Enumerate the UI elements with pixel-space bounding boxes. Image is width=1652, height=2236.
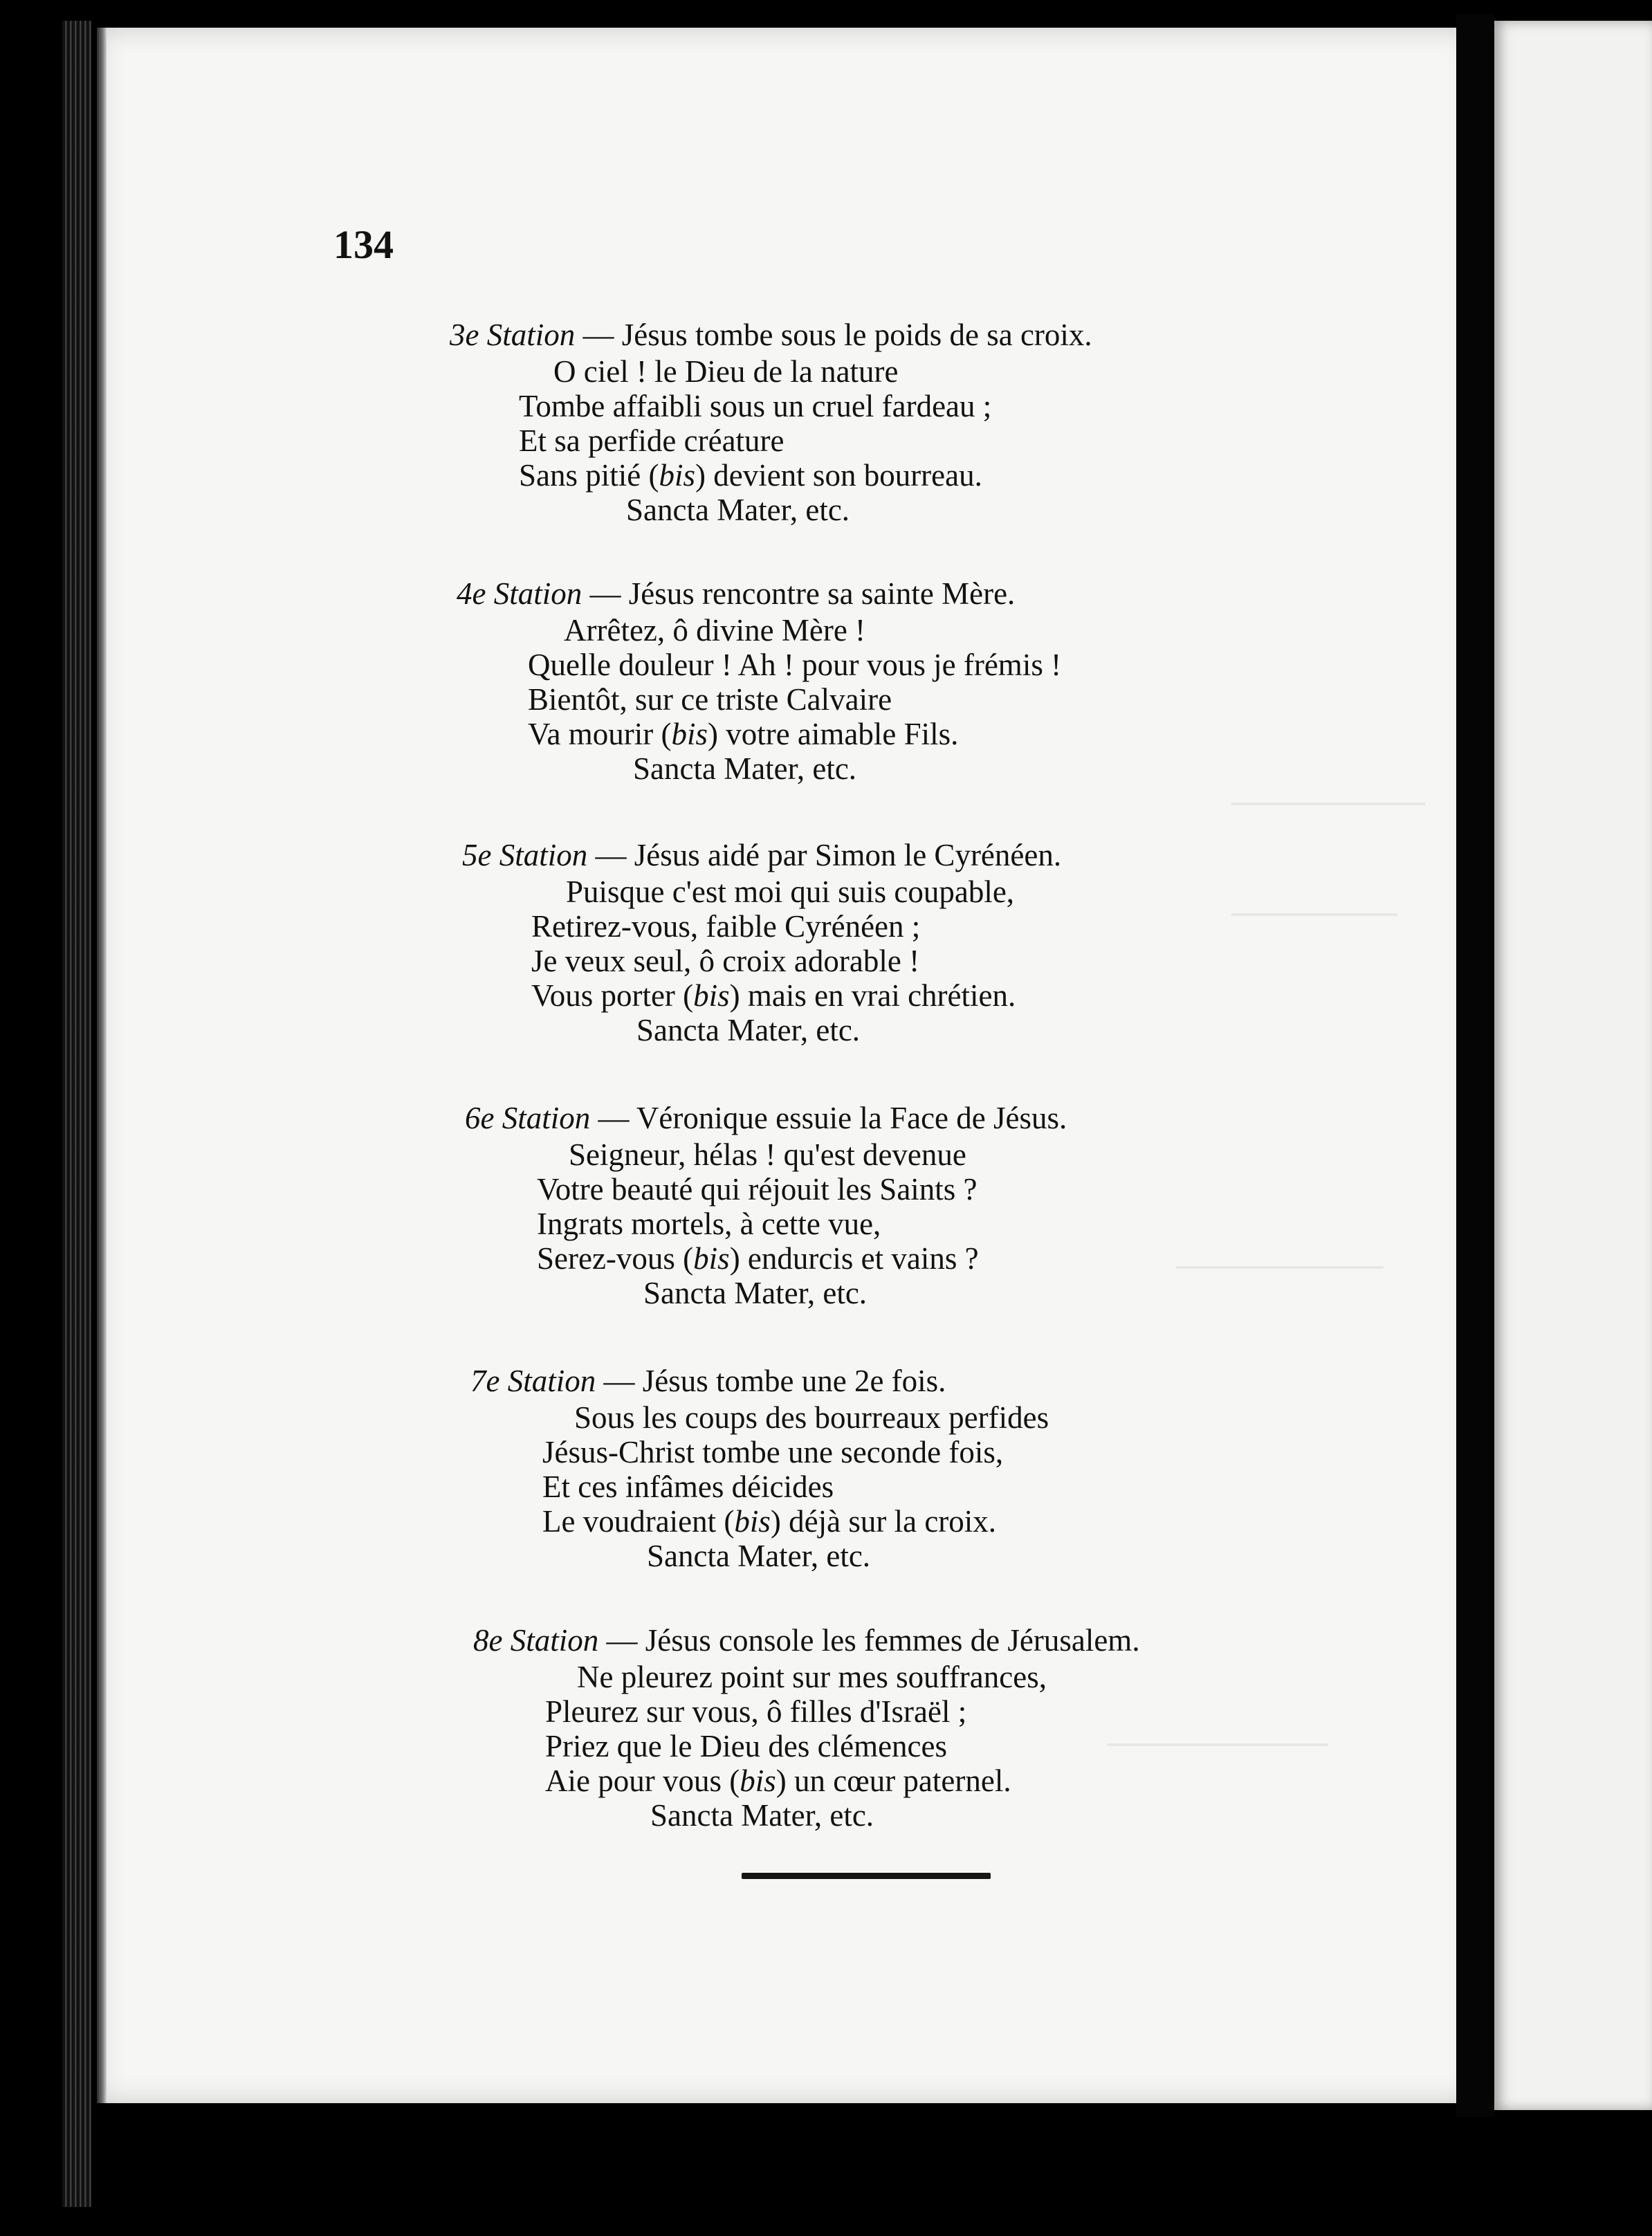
book-gutter	[1456, 14, 1494, 2117]
verse-line: Puisque c'est moi qui suis coupable,	[566, 874, 1015, 909]
section-end-rule	[742, 1873, 991, 1879]
station-number: 8e	[473, 1623, 503, 1658]
verse-line: Vous porter (bis) mais en vrai chrétien.	[531, 978, 1016, 1013]
bis-marker: bis	[693, 1241, 730, 1276]
facing-page-fragment	[1494, 21, 1652, 2110]
verse-line: Ne pleurez point sur mes souffrances,	[577, 1660, 1047, 1694]
show-through-mark	[1231, 803, 1425, 805]
station-number: 5e	[462, 838, 492, 872]
station-block	[462, 837, 1061, 1047]
station-title: — Véronique essuie la Face de Jésus.	[598, 1101, 1067, 1135]
station-number: 3e	[450, 318, 479, 352]
verse-line: Je veux seul, ô croix adorable !	[531, 944, 920, 978]
verse-line: O ciel ! le Dieu de la nature	[553, 354, 899, 389]
refrain: Sancta Mater, etc.	[643, 1276, 868, 1310]
station-title: — Jésus aidé par Simon le Cyrénéen.	[595, 838, 1062, 872]
refrain: Sancta Mater, etc.	[633, 751, 857, 786]
bis-marker: bis	[659, 458, 695, 493]
station-block	[473, 1622, 1140, 1833]
station-number: 4e	[457, 576, 486, 611]
station-label: Station	[493, 576, 582, 611]
show-through-mark	[1231, 913, 1397, 916]
book-edge-left	[0, 0, 97, 2236]
refrain: Sancta Mater, etc.	[626, 493, 850, 527]
verse-line: Bientôt, sur ce triste Calvaire	[528, 682, 892, 717]
refrain: Sancta Mater, etc.	[647, 1539, 871, 1573]
verse-line: Tombe affaibli sous un cruel fardeau ;	[519, 389, 992, 423]
bis-marker: bis	[671, 717, 708, 751]
bis-marker: bis	[693, 978, 730, 1013]
station-heading	[450, 317, 1092, 353]
station-title: — Jésus console les femmes de Jérusalem.	[606, 1623, 1140, 1658]
station-label: Station	[502, 1101, 591, 1135]
verse-line: Sous les coups des bourreaux perfides	[574, 1400, 1049, 1435]
station-label: Station	[507, 1364, 596, 1398]
station-heading	[465, 1100, 1067, 1136]
station-label: Station	[499, 838, 588, 872]
refrain: Sancta Mater, etc.	[650, 1798, 874, 1833]
verse-line: Retirez-vous, faible Cyrénéen ;	[531, 909, 921, 944]
verse-line: Le voudraient (bis) déjà sur la croix.	[542, 1504, 997, 1539]
verse-line: Jésus-Christ tombe une seconde fois,	[542, 1435, 1004, 1469]
station-heading	[473, 1622, 1140, 1658]
station-label: Station	[510, 1623, 599, 1658]
station-number: 7e	[470, 1364, 500, 1398]
station-block	[450, 317, 1092, 527]
page-number: 134	[333, 222, 394, 267]
verse-line: Arrêtez, ô divine Mère !	[564, 613, 866, 648]
show-through-mark	[1176, 1266, 1384, 1269]
verse-line: Votre beauté qui réjouit les Saints ?	[537, 1172, 978, 1207]
bis-marker: bis	[740, 1763, 776, 1798]
station-title: — Jésus tombe une 2e fois.	[603, 1364, 946, 1398]
station-heading	[470, 1363, 1049, 1399]
station-heading	[457, 576, 1061, 612]
verse-line: Et ces infâmes déicides	[542, 1469, 834, 1504]
station-block	[457, 576, 1061, 786]
bis-marker: bis	[734, 1504, 771, 1539]
verse-line: Ingrats mortels, à cette vue,	[537, 1207, 881, 1241]
verse-line: Quelle douleur ! Ah ! pour vous je frémis !	[528, 648, 1062, 682]
verse-line: Va mourir (bis) votre aimable Fils.	[528, 717, 959, 751]
station-title: — Jésus tombe sous le poids de sa croix.	[582, 318, 1092, 352]
verse-line: Serez-vous (bis) endurcis et vains ?	[537, 1241, 979, 1276]
station-number: 6e	[465, 1101, 495, 1135]
verse-line: Sans pitié (bis) devient son bourreau.	[519, 458, 982, 493]
refrain: Sancta Mater, etc.	[636, 1013, 861, 1047]
verse-line: Seigneur, hélas ! qu'est devenue	[569, 1137, 966, 1172]
verse-line: Et sa perfide créature	[519, 423, 784, 458]
station-title: — Jésus rencontre sa sainte Mère.	[589, 576, 1016, 611]
verse-line: Pleurez sur vous, ô filles d'Israël ;	[545, 1694, 967, 1729]
verse-line: Aie pour vous (bis) un cœur paternel.	[545, 1763, 1011, 1798]
page-binding-edge	[97, 28, 107, 2103]
verse-line: Priez que le Dieu des clémences	[545, 1729, 948, 1763]
station-heading	[462, 837, 1061, 873]
station-label: Station	[486, 318, 576, 352]
station-block	[465, 1100, 1067, 1310]
station-block	[470, 1363, 1049, 1573]
show-through-mark	[1107, 1743, 1328, 1746]
